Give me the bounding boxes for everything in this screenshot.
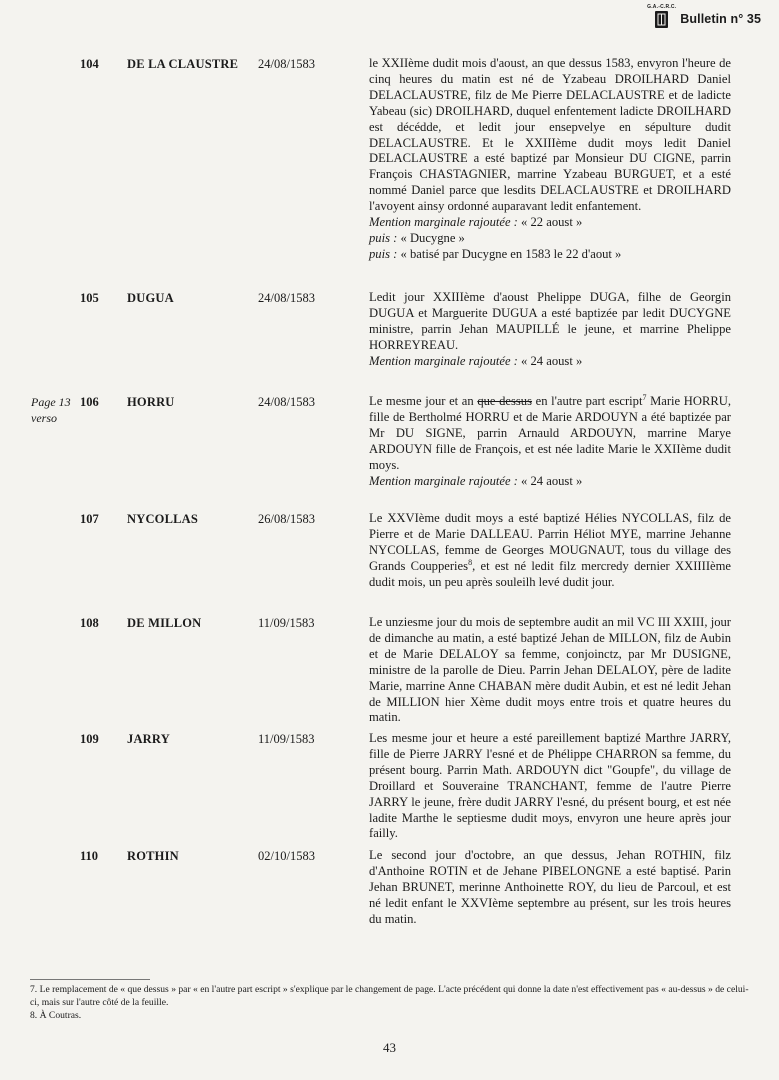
society-logo xyxy=(647,4,676,28)
footnote-divider xyxy=(30,979,150,980)
entry-date: 24/08/1583 xyxy=(258,57,315,71)
entry-body: Le second jour d'octobre, an que dessus, Jehan ROTHIN, filz d'Anthoine ROTIN et de Jehane PIBELONGNE a esté baptisé. Parin Jehan BRUNET, merinne Anthoinette ROY, du lieu de Parcoul, et est né ledit enfant le XXVIème septembre au présent, sur les trois heures du matin. xyxy=(369,848,731,926)
struck-text: que dessus xyxy=(477,394,532,408)
entry-body: Ledit jour XXIIIème d'aoust Phelippe DUGA, filhe de Georgin DUGUA et Marguerite DUGUA a esté baptizée par ledit DUCYGNE ministre, parrin Jehan MAUPILLÉ le jeune, et marrine Phelippe HORREYREAU. xyxy=(369,290,731,352)
footnote-ref: 7 xyxy=(642,392,647,402)
entry-text xyxy=(369,511,731,591)
footnote-ref: 8 xyxy=(468,557,473,567)
entry-text xyxy=(369,290,731,370)
entry-date: 02/10/1583 xyxy=(258,849,315,863)
entry-surname: NYCOLLAS xyxy=(127,512,199,526)
bulletin-title: Bulletin n° 35 xyxy=(680,12,761,26)
entry-surname: DE LA CLAUSTRE xyxy=(127,57,239,71)
entry-number: 104 xyxy=(80,57,99,71)
entry-surname: ROTHIN xyxy=(127,849,179,863)
entry-date: 11/09/1583 xyxy=(258,732,315,746)
entry-body xyxy=(369,394,731,474)
entry-text xyxy=(369,848,731,928)
page-number: 43 xyxy=(383,1040,396,1055)
marginal-note xyxy=(369,215,731,263)
marginal-label: Mention marginale rajoutée : xyxy=(369,215,518,230)
footnote: 8. À Coutras. xyxy=(30,1010,82,1021)
marginal-value: « 22 aoust » xyxy=(521,215,583,230)
entry-surname: JARRY xyxy=(127,732,170,746)
marginal-label: Mention marginale rajoutée : xyxy=(369,353,518,368)
entry-date: 24/08/1583 xyxy=(258,291,315,305)
entry-surname: DE MILLON xyxy=(127,616,202,630)
marginal-prefix: puis : xyxy=(369,246,398,261)
marginal-value: « 24 aoust » xyxy=(521,353,583,368)
page-header xyxy=(647,4,761,28)
entry-body-part: Le XXVIème dudit moys a esté baptizé Hélies NYCOLLAS, filz de Pierre et de Marie DALLEAU. Parrin Héliot MYE, marrine Jehanne NYCOLLAS, femme de Georges MOUGNAUT, tous du village des Grands Coupperies xyxy=(369,511,731,573)
entry-body: le XXIIème dudit mois d'aoust, an que dessus 1583, envyron l'heure de cinq heures du matin est né de Yzabeau DROILHARD Daniel DELACLAUSTRE, filz de Me Pierre DELACLAUSTRE et de ladicte Yabeau (sic) DROILHARD, duquel enfentement ladicte DROILHARD est décédde, et ledit jour ensepvelye en sépulture dudit DELACLAUSTRE. Et le XXIIIème dudit moys ledit Daniel DELACLAUSTRE a esté baptizé par Monsieur DU CIGNE, parrin François CHASTAGNIER, marrine Yzabeau BURGUET, et a esté nommé Daniel parce que lesdits DELACLAUSTRE et DROILHARD l'avoyent ainsy ordonné auparavant ledit enfantement. xyxy=(369,56,731,214)
marginal-value: « batisé par Ducygne en 1583 le 22 d'aout » xyxy=(400,246,622,261)
entry-text xyxy=(369,731,731,842)
entry-body: Les mesme jour et heure a esté pareillement baptizé Marthre JARRY, fille de Pierre JARRY l'esné et de Phélippe CHARRON sa femme, du présent bourg. Parrin Math. ARDOUYN dict "Goupfe", du village de Droillard et Souveraine TRANCHANT, femme de l'autre Pierre JARRY le jeune, frère dudit JARRY l'esné, du présent bourg, et est née ladite Marthe le septiesme dudit moys, envyron une heure après jour failly. xyxy=(369,731,731,841)
footnotes xyxy=(30,983,750,1022)
logo-icon xyxy=(655,11,668,28)
entry-number: 106 xyxy=(80,395,99,409)
marginal-label: Mention marginale rajoutée : xyxy=(369,473,518,488)
entry-body-part: Marie HORRU, fille de Bertholmé HORRU et de Marie ARDOUYN a été baptizée par Mr DU SIGNE, parrin Arnauld ARDOUYN, marrine Marye ARDOUYN fille de François, et est née ladite Marie le XXIIème dudit moys. xyxy=(369,394,731,472)
entry-body xyxy=(369,511,731,591)
marginal-value: « 24 aoust » xyxy=(521,473,583,488)
page-reference: Page 13 verso xyxy=(31,395,71,425)
marginal-note xyxy=(369,474,731,490)
entry-body-part: , et est né ledit filz mercredy dernier XXIIIIème dudit mois, un peu après souleilh levé dudit jour. xyxy=(369,558,731,589)
marginal-prefix: puis : xyxy=(369,230,398,245)
entry-text xyxy=(369,56,731,263)
marginal-note xyxy=(369,354,731,370)
entry-date: 11/09/1583 xyxy=(258,616,315,630)
footnote: 7. Le remplacement de « que dessus » par « en l'autre part escript » s'explique par le changement de page. L'acte précédent qui donne la date n'est effectivement pas « au-dessus » de celui-ci, mais sur l'autre côté de la feuille. xyxy=(30,984,749,1008)
entry-number: 110 xyxy=(80,849,99,863)
logo-text: G.A.-C.R.C. xyxy=(647,4,677,10)
entry-date: 26/08/1583 xyxy=(258,512,315,526)
entry-text xyxy=(369,615,731,726)
marginal-value: « Ducygne » xyxy=(400,230,465,245)
entry-text xyxy=(369,394,731,489)
entry-surname: HORRU xyxy=(127,395,175,409)
entry-date: 24/08/1583 xyxy=(258,395,315,409)
entry-body: Le unziesme jour du mois de septembre audit an mil VC III XXIII, jour de dimanche au matin, a esté baptizé Jehan de MILLON, filz de Aubin et de Marie DELALOY sa femme, conjoinctz, par Mr DUSIGNE, ministre de la parolle de Dieu. Parrin Jehan DELALOY, père de ladite Marie, marrine Anne CHABAN mère dudit Aubin, et est né ledit Jehan de MILLION hier Xème dudit moys entre trois et quatre heures du matin. xyxy=(369,615,731,725)
entry-number: 108 xyxy=(80,616,99,630)
entry-number: 109 xyxy=(80,732,99,746)
entry-body-part: en l'autre part escript xyxy=(532,394,643,408)
entry-surname: DUGUA xyxy=(127,291,174,305)
entry-number: 105 xyxy=(80,291,99,305)
entry-body-part: Le mesme jour et an xyxy=(369,394,478,408)
entry-number: 107 xyxy=(80,512,99,526)
